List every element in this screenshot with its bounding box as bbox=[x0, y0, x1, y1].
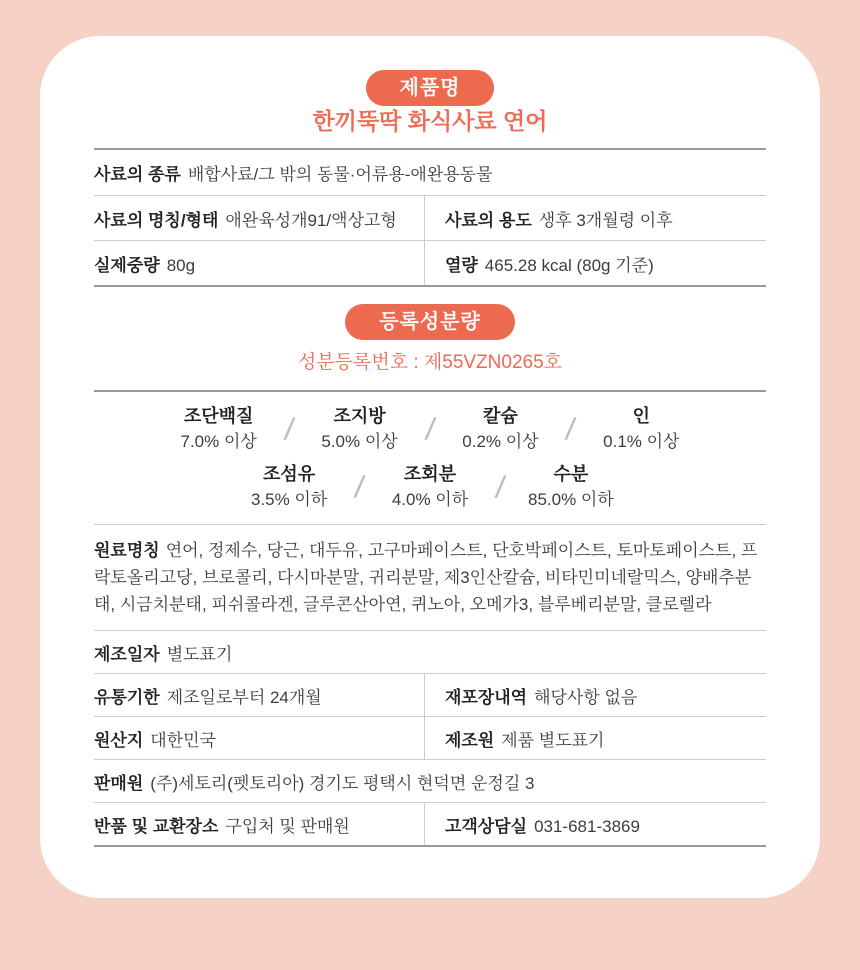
nutrient-name: 칼슘 bbox=[483, 406, 518, 426]
feed-name-form-label: 사료의 명칭/형태 bbox=[94, 210, 219, 230]
feed-type-cell bbox=[94, 160, 766, 185]
table-row bbox=[94, 240, 766, 285]
ingredients-row bbox=[94, 524, 766, 630]
table-row bbox=[94, 802, 766, 845]
feed-type-value: 배합사료/그 밖의 동물·어류용-애완용동물 bbox=[187, 165, 493, 184]
slash-divider: / bbox=[423, 410, 437, 448]
nutrient-line-2 bbox=[94, 462, 766, 512]
nutrient-item bbox=[382, 462, 478, 512]
manufacturer-label: 제조원 bbox=[444, 730, 495, 750]
ingredients-label: 원료명칭 bbox=[94, 541, 160, 560]
nutrient-value: 3.5% 이하 bbox=[250, 490, 328, 509]
customer-service-cell bbox=[424, 803, 766, 845]
nutrient-value: 0.1% 이상 bbox=[603, 432, 680, 451]
nutrients-section bbox=[94, 392, 766, 524]
slash-divider: / bbox=[493, 468, 508, 506]
page-background bbox=[0, 36, 860, 970]
seller-value: (주)세토리(펫토리아) 경기도 평택시 현덕면 운정길 3 bbox=[150, 773, 535, 793]
seller-label: 판매원 bbox=[94, 773, 144, 793]
origin-cell bbox=[94, 726, 424, 751]
nutrient-value: 0.2% 이상 bbox=[462, 432, 539, 451]
ingredients-value: 연어, 정제수, 당근, 대두유, 고구마페이스트, 단호박페이스트, 토마토페이스트, 프락토올리고당, 브로콜리, 다시마분말, 귀리분말, 제3인산칼슘, 비타민미네랄믹스, 양배추분태, 시금치분태, 피쉬콜라겐, 글루콘산아연, 퀴노아, 오메가3, 블루베리분말, 클로렐라 bbox=[94, 541, 758, 614]
nutrient-name: 조섬유 bbox=[263, 464, 316, 484]
composition-badge: 등록성분량 bbox=[345, 304, 515, 340]
nutrient-name: 조단백질 bbox=[183, 406, 254, 426]
nutrient-item bbox=[312, 404, 408, 454]
net-weight-value: 80g bbox=[166, 255, 196, 275]
origin-label: 원산지 bbox=[94, 730, 144, 750]
shelf-life-value: 제조일로부터 24개월 bbox=[166, 687, 322, 707]
seller-cell bbox=[94, 769, 766, 794]
origin-value: 대한민국 bbox=[150, 730, 216, 750]
feed-name-form-cell bbox=[94, 206, 424, 231]
manufacture-date-label: 제조일자 bbox=[94, 644, 160, 664]
table-row bbox=[94, 759, 766, 802]
manufacturer-value: 제품 별도표기 bbox=[501, 730, 605, 750]
nutrient-value: 7.0% 이상 bbox=[180, 432, 257, 451]
table-row bbox=[94, 630, 766, 673]
product-name-badge: 제품명 bbox=[366, 70, 495, 106]
calories-value: 465.28 kcal (80g 기준) bbox=[484, 255, 654, 275]
feed-use-cell bbox=[424, 196, 766, 240]
feed-name-form-value: 애완육성개91/액상고형 bbox=[225, 210, 397, 230]
slash-divider: / bbox=[282, 410, 297, 448]
composition-details-table bbox=[94, 390, 766, 847]
nutrient-name: 수분 bbox=[553, 464, 589, 484]
registration-number: 성분등록번호 : 제55VZN0265호 bbox=[297, 352, 563, 373]
net-weight-label: 실제중량 bbox=[94, 255, 160, 275]
manufacture-date-value: 별도표기 bbox=[166, 644, 233, 664]
calories-cell bbox=[424, 241, 766, 285]
nutrient-item bbox=[452, 404, 548, 454]
return-exchange-label: 반품 및 교환장소 bbox=[94, 816, 219, 836]
customer-service-label: 고객상담실 bbox=[444, 816, 528, 836]
feed-type-label: 사료의 종류 bbox=[94, 165, 181, 184]
return-exchange-cell bbox=[94, 812, 424, 837]
repackaging-value: 해당사항 없음 bbox=[534, 687, 638, 707]
nutrient-line-1 bbox=[94, 404, 766, 454]
calories-label: 열량 bbox=[444, 255, 478, 275]
net-weight-cell bbox=[94, 251, 424, 276]
nutrient-name: 조지방 bbox=[333, 406, 386, 426]
table-row bbox=[94, 195, 766, 240]
nutrient-value: 4.0% 이하 bbox=[391, 490, 469, 509]
table-row bbox=[94, 150, 766, 195]
nutrient-value: 5.0% 이상 bbox=[321, 432, 398, 451]
nutrient-item bbox=[523, 462, 619, 512]
slash-divider: / bbox=[352, 468, 367, 506]
nutrient-name: 인 bbox=[632, 406, 651, 426]
manufacture-date-cell bbox=[94, 640, 766, 665]
product-title: 한끼뚝딱 화식사료 연어 bbox=[312, 108, 548, 134]
feed-use-value: 생후 3개월령 이후 bbox=[538, 210, 673, 230]
nutrient-value: 85.0% 이하 bbox=[528, 490, 614, 509]
nutrient-item bbox=[593, 404, 689, 454]
repackaging-label: 재포장내역 bbox=[444, 687, 528, 707]
shelf-life-label: 유통기한 bbox=[94, 687, 160, 707]
slash-divider: / bbox=[563, 410, 578, 448]
nutrient-name: 조회분 bbox=[403, 464, 457, 484]
nutrient-item bbox=[171, 404, 267, 454]
manufacturer-cell bbox=[424, 717, 766, 759]
table-row bbox=[94, 673, 766, 716]
shelf-life-cell bbox=[94, 683, 424, 708]
feed-use-label: 사료의 용도 bbox=[444, 210, 532, 230]
table-row bbox=[94, 716, 766, 759]
feed-info-table bbox=[94, 148, 766, 287]
repackaging-cell bbox=[424, 674, 766, 716]
return-exchange-value: 구입처 및 판매원 bbox=[225, 816, 350, 836]
product-info-card bbox=[40, 36, 820, 898]
nutrient-item bbox=[241, 462, 337, 512]
customer-service-value: 031-681-3869 bbox=[534, 816, 640, 836]
